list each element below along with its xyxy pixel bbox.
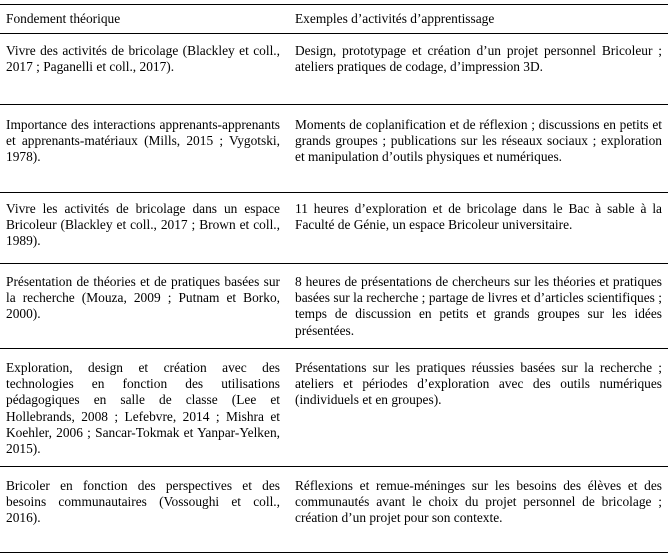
- header-exemples: Exemples d’activités d’apprentissage: [295, 11, 495, 26]
- exemples-cell: Design, prototypage et création d’un projet personnel Bricoleur ; ateliers pratiques de codage, d’impression 3D.: [295, 43, 662, 75]
- table-row: [0, 34, 668, 105]
- fondement-cell: Importance des interactions apprenants-apprenants et apprenants-matériaux (Mills, 2015 ; Vygotski, 1978).: [6, 117, 280, 165]
- header-fondement: Fondement théorique: [6, 11, 121, 26]
- fondement-cell: Présentation de théories et de pratiques basées sur la recherche (Mouza, 2009 ; Putnam et Borko, 2000).: [6, 274, 280, 322]
- exemples-cell: Moments de coplanification et de réflexion ; discussions en petits et grands groupes ; publications sur les réseaux sociaux ; exploration et manipulation d’outils physiques et numériques.: [295, 117, 662, 165]
- fondement-cell: Vivre les activités de bricolage dans un espace Bricoleur (Blackley et coll., 2017 ; Brown et coll., 1989).: [6, 201, 280, 249]
- table-row: [0, 105, 668, 193]
- table-row: [0, 193, 668, 264]
- table-row: [0, 264, 668, 349]
- fondement-cell: Exploration, design et création avec des technologies en fonction des utilisations pédagogiques en salle de classe (Lee et Hollebrands, 2008 ; Lefebvre, 2014 ; Mishra et Koehler, 2006 ; Sancar-Tokmak et Yanpar-Yelken, 2015).: [6, 360, 280, 457]
- table-header-row: [0, 5, 668, 34]
- exemples-cell: 11 heures d’exploration et de bricolage dans le Bac à sable à la Faculté de Génie, un espace Bricoleur universitaire.: [295, 201, 662, 233]
- table-row: [0, 349, 668, 467]
- exemples-cell: 8 heures de présentations de chercheurs sur les théories et pratiques basées sur la recherche ; partage de livres et d’articles scientifiques ; temps de discussion en petits et grands groupes sur les idées présentées.: [295, 274, 662, 338]
- fondement-cell: Bricoler en fonction des perspectives et des besoins communautaires (Vossoughi et coll., 2016).: [6, 478, 280, 526]
- exemples-cell: Réflexions et remue-méninges sur les besoins des élèves et des communautés avant le choix du projet personnel de bricolage ; création d’un projet pour son contexte.: [295, 478, 662, 526]
- fondement-cell: Vivre des activités de bricolage (Blackley et coll., 2017 ; Paganelli et coll., 2017).: [6, 43, 280, 75]
- table-row: [0, 467, 668, 552]
- activities-table: [0, 4, 668, 553]
- exemples-cell: Présentations sur les pratiques réussies basées sur la recherche ; ateliers et périodes d’exploration avec des outils numériques (individuels et en groupes).: [295, 360, 662, 408]
